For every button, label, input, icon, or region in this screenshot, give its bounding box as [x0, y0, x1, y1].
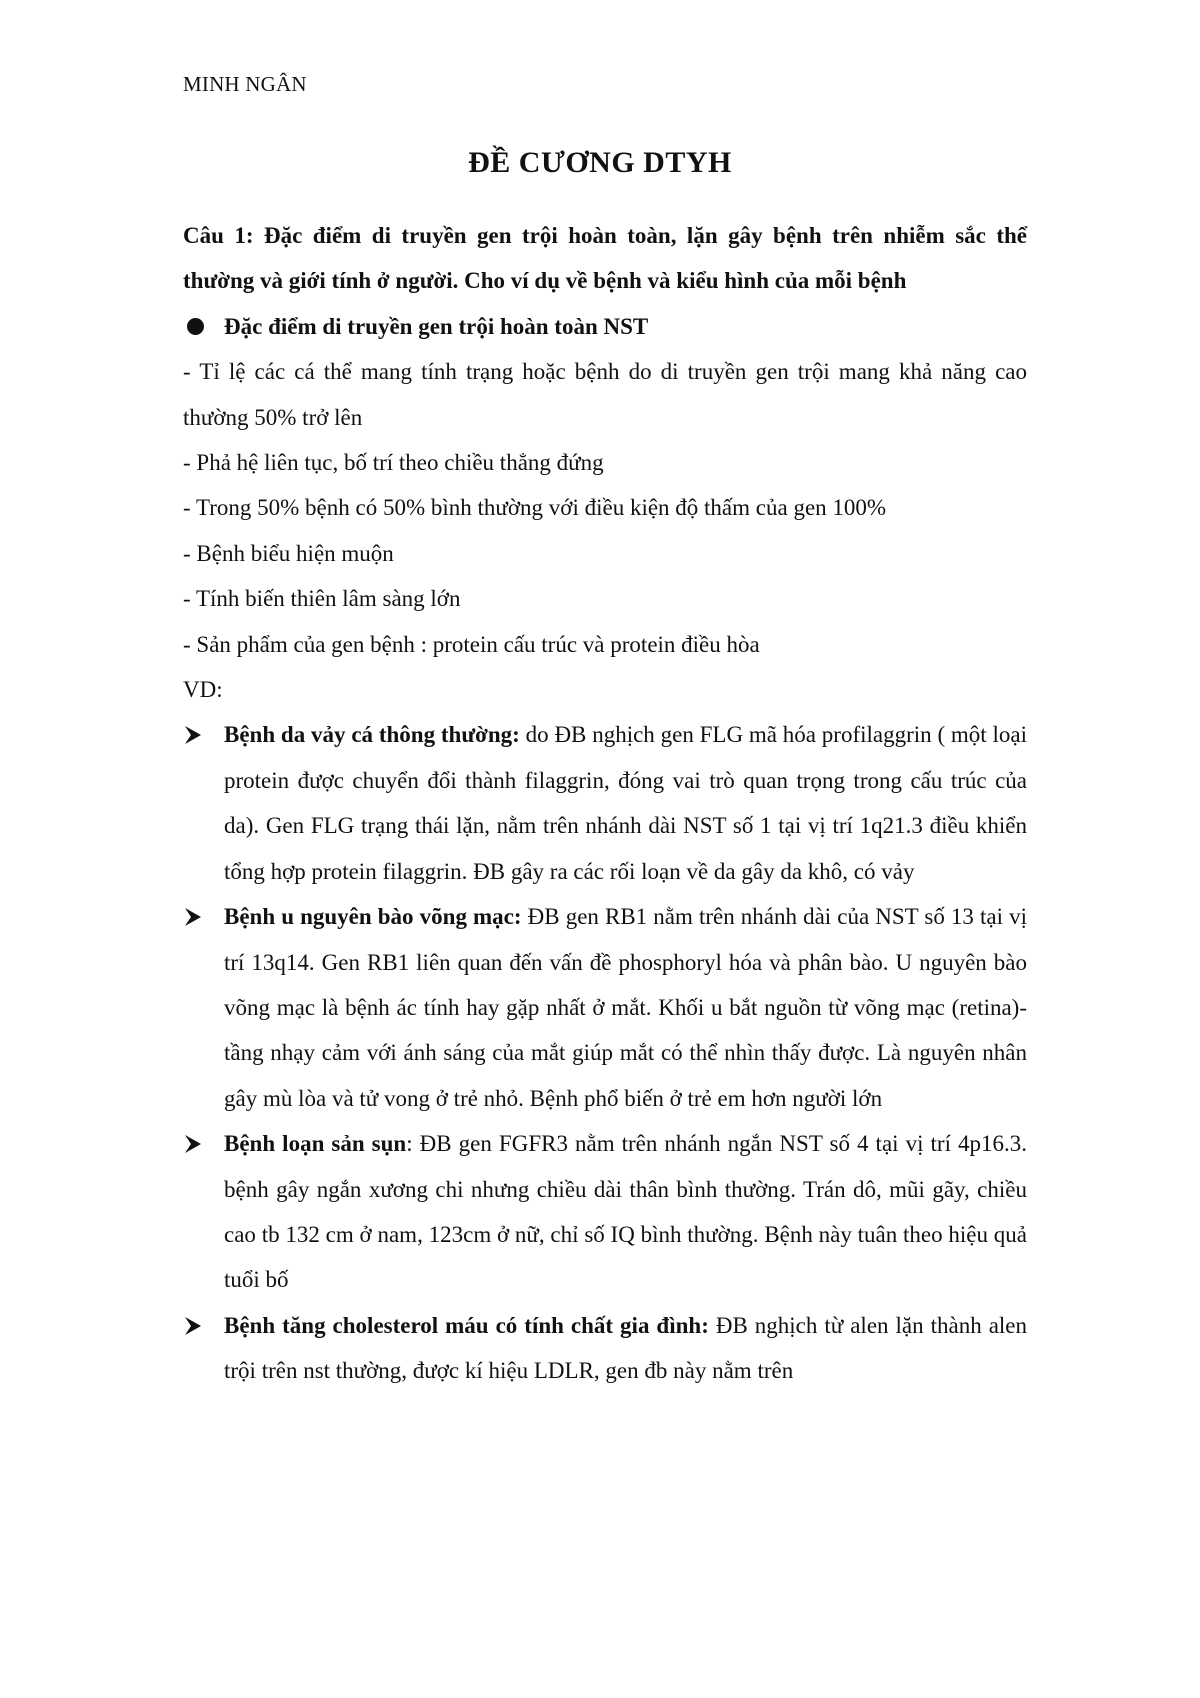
bullet-dot-icon [187, 318, 204, 335]
example-text: : ĐB gen FGFR3 nằm trên nhánh ngắn NST số 4 tại vị trí 4p16.3. bệnh gây ngắn xương chi nhưng chiều dài thân bình thường. Trán dô, mũi gãy, chiều cao tb 132 cm ở nam, 123cm ở nữ, chỉ số IQ bình thường. Bệnh này tuân theo hiệu quả tuổi bố [224, 1131, 1027, 1293]
trait-line-3: - Trong 50% bệnh có 50% bình thường với điều kiện độ thấm của gen 100% [183, 495, 887, 521]
arrowhead-bullet-icon [183, 1121, 207, 1166]
section-heading-text: Đặc điểm di truyền gen trội hoàn toàn NST [224, 313, 649, 339]
example-text: ĐB nghịch từ alen lặn thành alen trội trên nst thường, được kí hiệu LDLR, gen đb này nằm trên [224, 1312, 1027, 1384]
document-title: ĐỀ CƯƠNG DTYH [468, 146, 732, 179]
arrowhead-bullet-icon [183, 1303, 207, 1348]
trait-line-1: - Tỉ lệ các cá thể mang tính trạng hoặc bệnh do di truyền gen trội mang khả năng cao thường 50% trở lên [183, 359, 1027, 430]
example-name: Bệnh tăng cholesterol máu có tính chất gia đình: [224, 1312, 709, 1338]
trait-line-5: - Tính biến thiên lâm sàng lớn [183, 586, 461, 612]
arrowhead-bullet-icon [183, 712, 207, 757]
document-body [183, 213, 1027, 1394]
page-header-author: MINH NGÂN [183, 72, 307, 96]
example-item [183, 1121, 1027, 1303]
arrowhead-bullet-icon [183, 894, 207, 939]
example-item [183, 712, 1027, 894]
section-heading [183, 304, 1027, 349]
question-1: Câu 1: Đặc điểm di truyền gen trội hoàn toàn, lặn gây bệnh trên nhiễm sắc thể thường và giới tính ở người. Cho ví dụ về bệnh và kiểu hình của mỗi bệnh [183, 223, 1027, 294]
example-label: VD: [183, 677, 223, 703]
example-text: ĐB gen RB1 nằm trên nhánh dài của NST số 13 tại vị trí 13q14. Gen RB1 liên quan đến vấn đề phosphoryl hóa và phân bào. U nguyên bào võng mạc là bệnh ác tính hay gặp nhất ở mắt. Khối u bắt nguồn từ võng mạc (retina)- tầng nhạy cảm với ánh sáng của mắt giúp mắt có thể nhìn thấy được. Là nguyên nhân gây mù lòa và tử vong ở trẻ nhỏ. Bệnh phổ biến ở trẻ em hơn người lớn [224, 904, 1027, 1111]
trait-line-6: - Sản phẩm của gen bệnh : protein cấu trúc và protein điều hòa [183, 631, 760, 657]
trait-line-2: - Phả hệ liên tục, bố trí theo chiều thẳng đứng [183, 450, 604, 476]
example-name: Bệnh loạn sản sụn [224, 1131, 407, 1157]
trait-line-4: - Bệnh biểu hiện muộn [183, 540, 394, 566]
example-item [183, 894, 1027, 1121]
example-item [183, 1303, 1027, 1394]
example-name: Bệnh u nguyên bào võng mạc: [224, 904, 522, 930]
example-text: do ĐB nghịch gen FLG mã hóa profilaggrin ( một loại protein được chuyển đổi thành filaggrin, đóng vai trò quan trọng trong cấu trúc của da). Gen FLG trạng thái lặn, nằm trên nhánh dài NST số 1 tại vị trí 1q21.3 điều khiển tổng hợp protein filaggrin. ĐB gây ra các rối loạn về da gây da khô, có vảy [224, 722, 1027, 884]
example-name: Bệnh da vảy cá thông thường: [224, 722, 520, 748]
